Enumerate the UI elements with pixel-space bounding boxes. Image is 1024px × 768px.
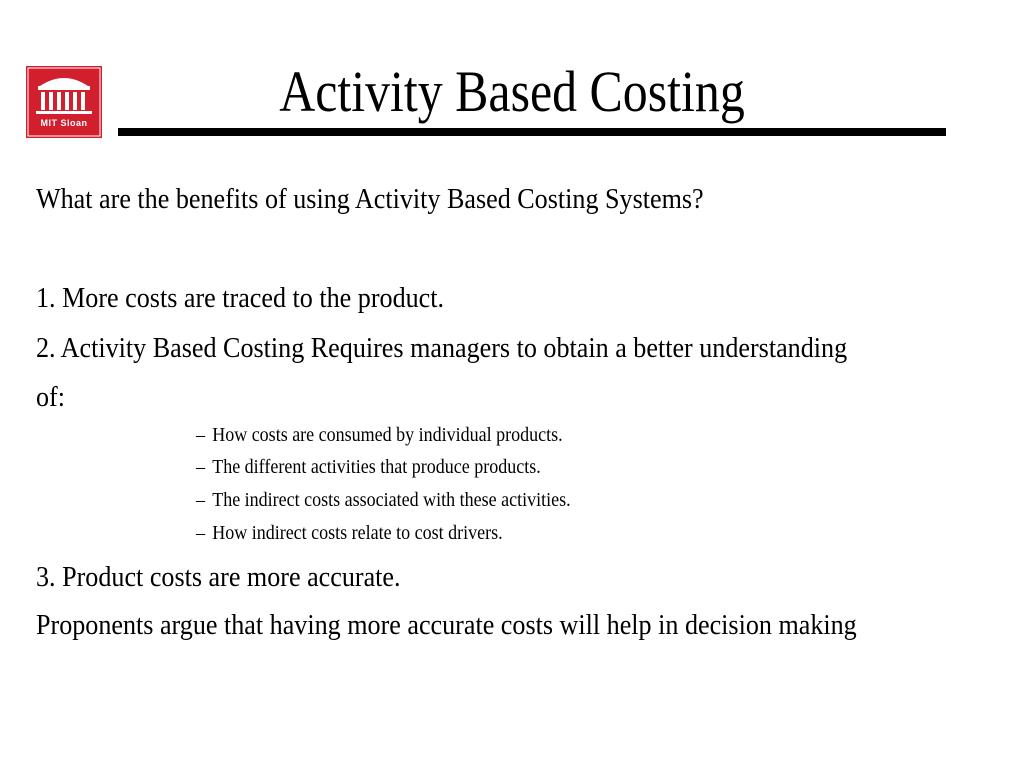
sub-point [196, 521, 503, 545]
point-3: 3. Product costs are more accurate. [36, 561, 401, 593]
closing-line: Proponents argue that having more accurate costs will help in decision making [36, 609, 857, 641]
sub-bullet: – [196, 456, 205, 478]
point-1: 1. More costs are traced to the product. [36, 282, 445, 314]
title-underline [118, 128, 946, 136]
sub-bullet: – [196, 522, 205, 544]
sub-point-text: The different activities that produce products. [212, 456, 541, 478]
sub-point [196, 488, 571, 512]
point-2: 2. Activity Based Costing Requires managers to obtain a better understanding [36, 332, 848, 364]
sub-point-text: The indirect costs associated with these activities. [212, 489, 571, 511]
sub-bullet: – [196, 489, 205, 511]
slide-title: Activity Based Costing [279, 59, 745, 124]
sub-point-text: How costs are consumed by individual products. [212, 424, 563, 446]
sub-point [196, 423, 563, 447]
question-line: What are the benefits of using Activity Based Costing Systems? [36, 183, 704, 215]
logo-text: MIT Sloan [40, 118, 88, 128]
sub-bullet: – [196, 424, 205, 446]
sub-point-text: How indirect costs relate to cost drivers. [212, 522, 503, 544]
point-2-continued: of: [36, 381, 65, 413]
sub-point [196, 455, 541, 479]
mit-sloan-logo [26, 66, 102, 138]
